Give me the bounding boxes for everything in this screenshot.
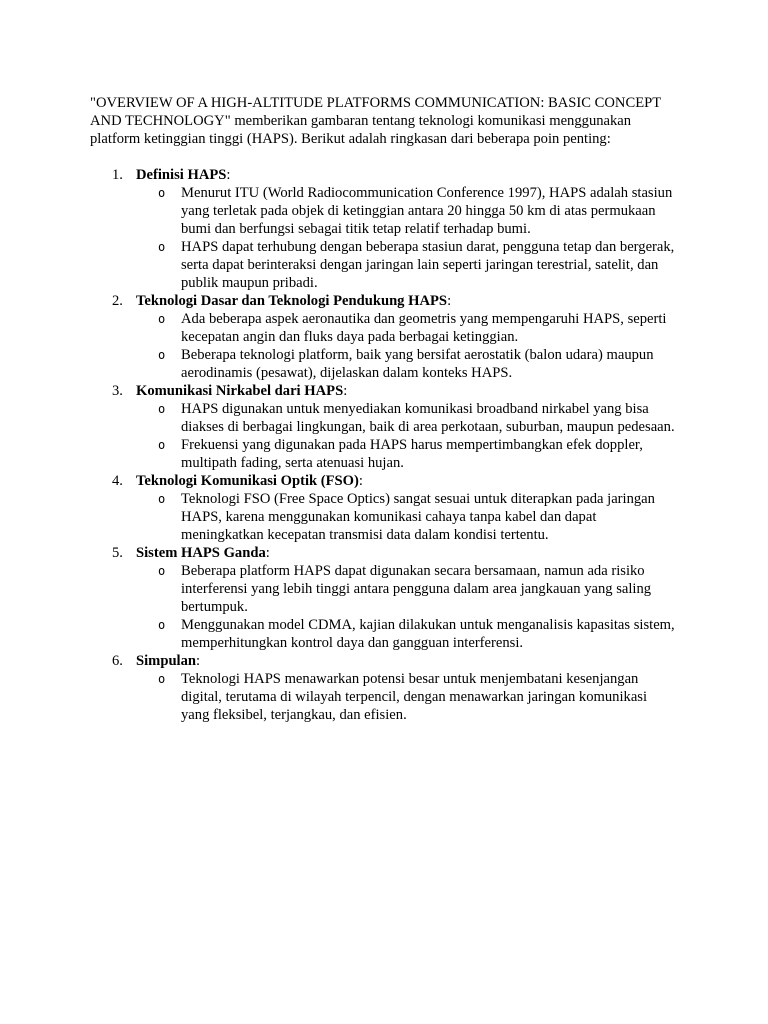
section-number: 2. xyxy=(112,293,123,309)
bullet-point xyxy=(136,184,678,238)
bullet-text: Menurut ITU (World Radiocommunication Conference 1997), HAPS adalah stasiun yang terletak pada objek di ketinggian antara 20 hingga 50 km di atas permukaan bumi dan berfungsi sebagai titik tetap relatif terhadap bumi. xyxy=(181,185,673,237)
bullet-marker: o xyxy=(158,672,166,686)
bullet-text: Menggunakan model CDMA, kajian dilakukan untuk menganalisis kapasitas sistem, memperhitungkan kontrol daya dan gangguan interferensi. xyxy=(181,617,675,651)
section-heading xyxy=(136,544,678,562)
section-item xyxy=(90,382,678,472)
section-title-colon: : xyxy=(265,545,270,561)
bullet-text: Beberapa teknologi platform, baik yang bersifat aerostatik (balon udara) maupun aerodinamis (pesawat), dijelaskan dalam konteks HAPS. xyxy=(181,347,654,381)
section-title: Simpulan xyxy=(136,653,197,669)
bullet-list xyxy=(136,490,678,544)
section-title-colon: : xyxy=(196,653,201,669)
section-item xyxy=(90,292,678,382)
bullet-point xyxy=(136,400,678,436)
bullet-marker: o xyxy=(158,240,166,254)
section-list xyxy=(90,166,678,724)
section-heading xyxy=(136,652,678,670)
bullet-text: Frekuensi yang digunakan pada HAPS harus mempertimbangkan efek doppler, multipath fading, serta atenuasi hujan. xyxy=(181,437,643,471)
bullet-marker: o xyxy=(158,186,166,200)
section-title-colon: : xyxy=(447,293,452,309)
bullet-point xyxy=(136,616,678,652)
bullet-text: Beberapa platform HAPS dapat digunakan secara bersamaan, namun ada risiko interferensi yang lebih tinggi antara pengguna dalam area jangkauan yang saling bertumpuk. xyxy=(181,563,652,615)
intro-paragraph: "OVERVIEW OF A HIGH-ALTITUDE PLATFORMS COMMUNICATION: BASIC CONCEPT AND TECHNOLOGY" memberikan gambaran tentang teknologi komunikasi menggunakan platform ketinggian tinggi (HAPS). Berikut adalah ringkasan dari beberapa poin penting: xyxy=(90,95,661,147)
bullet-marker: o xyxy=(158,402,166,416)
section-title-colon: : xyxy=(343,383,348,399)
bullet-list xyxy=(136,400,678,472)
bullet-list xyxy=(136,670,678,724)
section-heading xyxy=(136,382,678,400)
bullet-marker: o xyxy=(158,312,166,326)
section-title: Definisi HAPS xyxy=(136,167,227,183)
bullet-list xyxy=(136,562,678,652)
section-number: 4. xyxy=(112,473,123,489)
bullet-text: Teknologi HAPS menawarkan potensi besar untuk menjembatani kesenjangan digital, terutama di wilayah terpencil, dengan menawarkan jaringan komunikasi yang fleksibel, terjangkau, dan efisien. xyxy=(181,671,648,723)
bullet-text: HAPS digunakan untuk menyediakan komunikasi broadband nirkabel yang bisa diakses di berbagai lingkungan, baik di area perkotaan, suburban, maupun pedesaan. xyxy=(181,401,675,435)
bullet-list xyxy=(136,310,678,382)
section-title: Teknologi Komunikasi Optik (FSO) xyxy=(136,473,359,489)
section-number: 6. xyxy=(112,653,123,669)
document-page xyxy=(90,94,678,724)
section-number: 5. xyxy=(112,545,123,561)
section-heading xyxy=(136,166,678,184)
section-item xyxy=(90,166,678,292)
bullet-point xyxy=(136,436,678,472)
section-number: 1. xyxy=(112,167,123,183)
bullet-point xyxy=(136,562,678,616)
section-title-colon: : xyxy=(358,473,363,489)
bullet-list xyxy=(136,184,678,292)
section-title: Teknologi Dasar dan Teknologi Pendukung HAPS xyxy=(136,293,448,309)
bullet-marker: o xyxy=(158,348,166,362)
section-item xyxy=(90,544,678,652)
bullet-marker: o xyxy=(158,492,166,506)
bullet-marker: o xyxy=(158,564,166,578)
bullet-marker: o xyxy=(158,438,166,452)
section-item xyxy=(90,472,678,544)
bullet-point xyxy=(136,670,678,724)
section-number: 3. xyxy=(112,383,123,399)
bullet-point xyxy=(136,238,678,292)
bullet-point xyxy=(136,346,678,382)
section-title: Sistem HAPS Ganda xyxy=(136,545,266,561)
bullet-text: Ada beberapa aspek aeronautika dan geometris yang mempengaruhi HAPS, seperti kecepatan angin dan fluks daya pada berbagai ketinggian. xyxy=(181,311,667,345)
bullet-point xyxy=(136,310,678,346)
bullet-point xyxy=(136,490,678,544)
section-title-colon: : xyxy=(226,167,231,183)
section-heading xyxy=(136,292,678,310)
section-title: Komunikasi Nirkabel dari HAPS xyxy=(136,383,344,399)
bullet-text: HAPS dapat terhubung dengan beberapa stasiun darat, pengguna tetap dan bergerak, serta dapat berinteraksi dengan jaringan lain seperti jaringan terestrial, satelit, dan publik maupun pribadi. xyxy=(181,239,675,291)
bullet-text: Teknologi FSO (Free Space Optics) sangat sesuai untuk diterapkan pada jaringan HAPS, karena menggunakan komunikasi cahaya tanpa kabel dan dapat meningkatkan kecepatan transmisi data dalam kondisi tertentu. xyxy=(181,491,655,543)
section-heading xyxy=(136,472,678,490)
section-item xyxy=(90,652,678,724)
bullet-marker: o xyxy=(158,618,166,632)
